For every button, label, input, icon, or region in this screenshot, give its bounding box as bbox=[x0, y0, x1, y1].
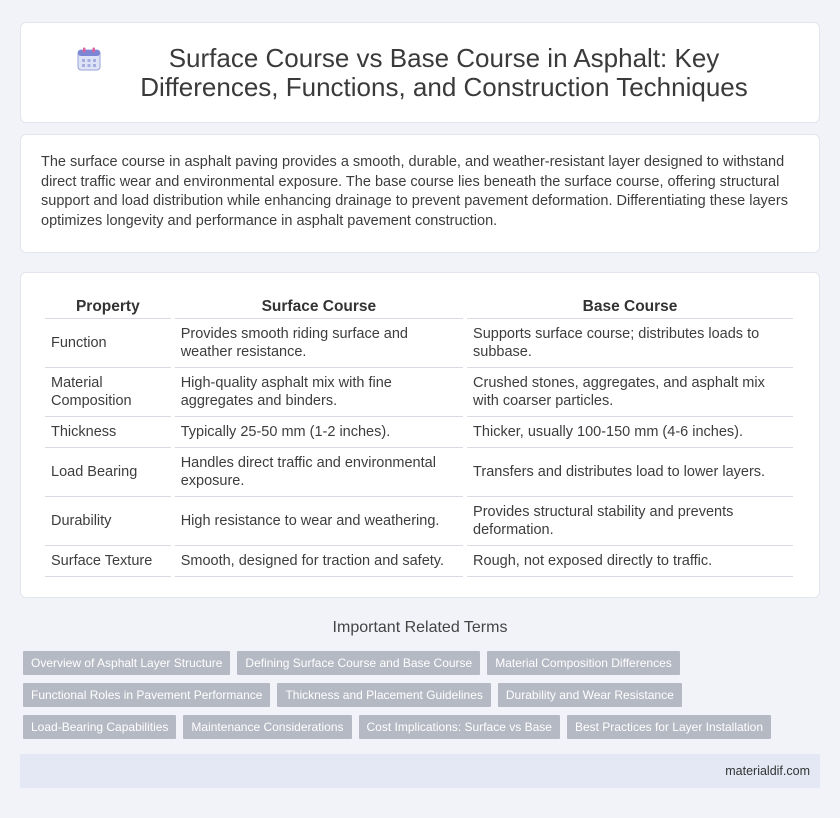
header-surface-course: Surface Course bbox=[175, 293, 463, 319]
cell-property: Function bbox=[45, 319, 171, 368]
cell-surface: Smooth, designed for traction and safety. bbox=[175, 546, 463, 577]
comparison-table-card bbox=[20, 272, 820, 598]
tag-link[interactable]: Functional Roles in Pavement Performance bbox=[23, 683, 270, 707]
cell-surface: Handles direct traffic and environmental exposure. bbox=[175, 448, 463, 497]
table-row bbox=[45, 417, 793, 448]
comparison-table bbox=[41, 293, 797, 577]
cell-property: Thickness bbox=[45, 417, 171, 448]
intro-card bbox=[20, 134, 820, 253]
table-row bbox=[45, 546, 793, 577]
header-card bbox=[20, 22, 820, 123]
tag-row bbox=[23, 715, 823, 739]
intro-text: The surface course in asphalt paving provides a smooth, durable, and weather-resistant layer designed to withstand direct traffic wear and environmental exposure. The base course lies beneath the surface course, offering structural support and load distribution while enhancing drainage to prevent pavement deformation. Differentiating these layers optimizes longevity and performance in asphalt pavement construction. bbox=[41, 154, 788, 229]
page-title: Surface Course vs Base Course in Asphalt: Key Differences, Functions, and Construction Techniques bbox=[140, 42, 748, 102]
tag-link[interactable]: Best Practices for Layer Installation bbox=[567, 715, 771, 739]
tag-link[interactable]: Material Composition Differences bbox=[487, 651, 680, 675]
cell-base: Crushed stones, aggregates, and asphalt mix with coarser particles. bbox=[467, 368, 793, 417]
related-terms-tags bbox=[23, 651, 823, 747]
cell-base: Provides structural stability and prevents deformation. bbox=[467, 497, 793, 546]
related-terms-title: Important Related Terms bbox=[332, 619, 508, 636]
tag-link[interactable]: Cost Implications: Surface vs Base bbox=[359, 715, 560, 739]
cell-surface: Provides smooth riding surface and weather resistance. bbox=[175, 319, 463, 368]
cell-surface: High-quality asphalt mix with fine aggregates and binders. bbox=[175, 368, 463, 417]
table-row bbox=[45, 319, 793, 368]
cell-surface: High resistance to wear and weathering. bbox=[175, 497, 463, 546]
table-row bbox=[45, 448, 793, 497]
tag-link[interactable]: Load-Bearing Capabilities bbox=[23, 715, 176, 739]
tag-link[interactable]: Overview of Asphalt Layer Structure bbox=[23, 651, 230, 675]
footer-site-link[interactable]: materialdif.com bbox=[725, 764, 810, 778]
cell-property: Surface Texture bbox=[45, 546, 171, 577]
tag-link[interactable]: Maintenance Considerations bbox=[183, 715, 351, 739]
cell-base: Transfers and distributes load to lower layers. bbox=[467, 448, 793, 497]
cell-property: Load Bearing bbox=[45, 448, 171, 497]
table-row bbox=[45, 497, 793, 546]
cell-base: Thicker, usually 100-150 mm (4-6 inches). bbox=[467, 417, 793, 448]
footer bbox=[20, 754, 820, 788]
tag-link[interactable]: Defining Surface Course and Base Course bbox=[237, 651, 480, 675]
table-row bbox=[45, 368, 793, 417]
calendar-icon bbox=[76, 46, 102, 72]
cell-property: Durability bbox=[45, 497, 171, 546]
cell-surface: Typically 25-50 mm (1-2 inches). bbox=[175, 417, 463, 448]
table-header-row bbox=[45, 293, 793, 319]
header-property: Property bbox=[45, 293, 171, 319]
tag-link[interactable]: Thickness and Placement Guidelines bbox=[277, 683, 490, 707]
header-base-course: Base Course bbox=[467, 293, 793, 319]
tag-row bbox=[23, 683, 823, 707]
tag-link[interactable]: Durability and Wear Resistance bbox=[498, 683, 682, 707]
tag-row bbox=[23, 651, 823, 675]
cell-base: Supports surface course; distributes loads to subbase. bbox=[467, 319, 793, 368]
cell-base: Rough, not exposed directly to traffic. bbox=[467, 546, 793, 577]
cell-property: Material Composition bbox=[45, 368, 171, 417]
